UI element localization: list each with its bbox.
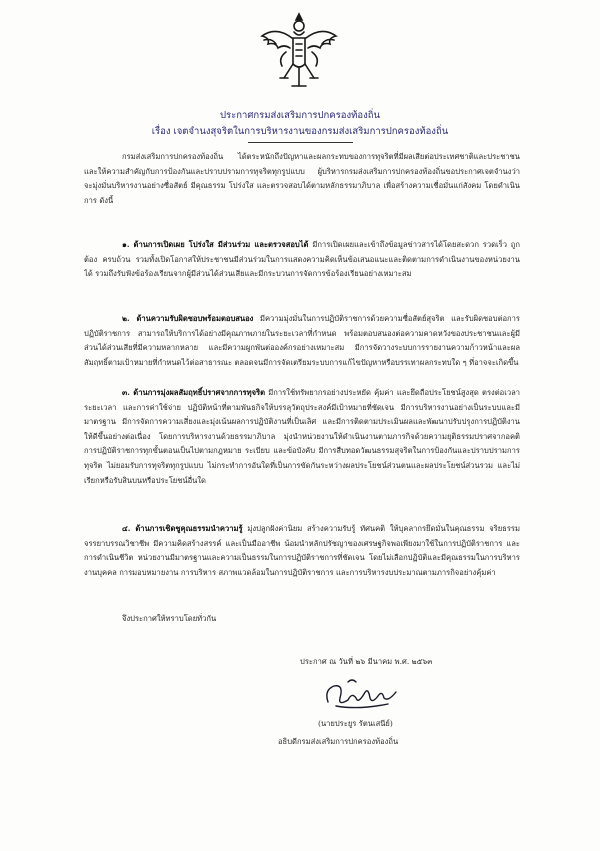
item-heading: ๒. ด้านความรับผิดชอบพร้อมตอบสนอง: [122, 314, 254, 323]
intro-text: กรมส่งเสริมการปกครองท้องถิ่น ได้ตระหนักถึงปัญหาและผลกระทบของการทุจริตที่มีผลเสียต่อประเทศชาติและประชาชน และให้ความสำคัญกับการป้องกันและปราบปรามการทุจริตทุกรูปแบบ ผู้บริหารกรมส่งเสริมการปกครองท้องถิ่นขอประกาศเจตจำนงว่า จะมุ่งมั่นบริหารงานอย่างซื่อสัตย์ มีคุณธรรม โปร่งใส และตรวจสอบได้ตามหลักธรรมาภิบาล เพื่อสร้างความเชื่อมั่นแก่สังคม โดยดำเนินการ ดังนี้: [84, 152, 520, 205]
garuda-emblem-icon: [256, 8, 342, 94]
announcement-date: ประกาศ ณ วันที่ ๒๖ มีนาคม พ.ศ. ๒๕๖๓: [300, 657, 433, 666]
signer-title: อธิบดีกรมส่งเสริมการปกครองท้องถิ่น: [278, 737, 399, 746]
item-heading: ๑. ด้านการเปิดเผย โปร่งใส มีส่วนร่วม และตรวจสอบได้: [122, 240, 309, 249]
item-heading: ๓. ด้านการมุ่งผลสัมฤทธิ์ปราศจากการทุจริต: [122, 388, 266, 397]
organization-title: ประกาศกรมส่งเสริมการปกครองท้องถิ่น: [220, 110, 380, 121]
intro-paragraph: [84, 150, 520, 238]
item-anti-corruption: [84, 386, 520, 520]
item-accountability: [84, 312, 520, 386]
item-morality: [84, 522, 520, 612]
closing-text: จึงประกาศให้ทราบโดยทั่วกัน: [122, 614, 217, 623]
item-text: มีการใช้ทรัพยากรอย่างประหยัด คุ้มค่า และยึดถือประโยชน์สูงสุด ตรงต่อเวลา ระยะเวลา และการค่าใช้จ่าย ปฏิบัติหน้าที่ตามพันธกิจให้บรรลุวัตถุประสงค์มีเป้าหมายที่ชัดเจน มีการบริหารงานอย่างเป็นระบบและมีมาตรฐาน มีการจัดการความเสี่ยงและมุ่งเน้นผลการปฏิบัติงานที่เป็นเลิศ และมีการติดตามประเมินผลและพัฒนาปรับปรุงการปฏิบัติงานให้ดีขึ้นอย่างต่อเนื่อง โดยการบริหารงานด้วยธรรมาภิบาล มุ่งนำหน่วยงานให้ดำเนินงานตามภารกิจด้วยความยุติธรรมปราศจากอคติ การปฏิบัติราชการทุกขั้นตอนเป็นไปตามกฎหมาย ระเบียบ และข้อบังคับ มีการสืบทอดวัฒนธรรมสุจริตในการป้องกันและปราบปรามการทุจริต ไม่ยอมรับการทุจริตทุกรูปแบบ ไม่กระทำการอันใดที่เป็นการขัดกันระหว่างผลประโยชน์ส่วนตนและผลประโยชน์ส่วนรวม และไม่เรียกหรือรับสินบนหรือประโยชน์อื่นใด: [84, 388, 520, 485]
item-openness: [84, 238, 520, 312]
signer-name: (นายประยูร รัตนเสนีย์): [318, 719, 393, 728]
divider: [248, 142, 353, 143]
closing-paragraph: [84, 612, 520, 628]
item-text: มีการเปิดเผยและเข้าถึงข้อมูลข่าวสารได้โดยสะดวก รวดเร็ว ถูกต้อง ครบถ้วน รวมทั้งเปิดโอกาสให้ประชาชนมีส่วนร่วมในการแสดงความคิดเห็นข้อเสนอแนะและติดตามการดำเนินงานของหน่วยงานได้ รวมถึงรับฟังข้อร้องเรียนจากผู้มีส่วนได้ส่วนเสียและมีกระบวนการจัดการข้อร้องเรียนอย่างเหมาะสม: [84, 240, 520, 279]
item-text: มีความมุ่งมั่นในการปฏิบัติราชการด้วยความซื่อสัตย์สุจริต และรับผิดชอบต่อการปฏิบัติราชการ สามารถให้บริการได้อย่างมีคุณภาพภายในระยะเวลาที่กำหนด พร้อมตอบสนองต่อความคาดหวังของประชาชนและผู้มีส่วนได้ส่วนเสียที่มีความหลากหลาย และมีความผูกพันต่อองค์กรอย่างเหมาะสม มีการจัดวางระบบการรายงานความก้าวหน้าและผลสัมฤทธิ์ตามเป้าหมายที่กำหนดไว้ต่อสาธารณะ ตลอดจนมีการจัดเตรียมระบบการแก้ไขปัญหาหรือบรรเทาผลกระทบใด ๆ ที่อาจจะเกิดขึ้น: [84, 314, 520, 367]
announcement-subject: เรื่อง เจตจำนงสุจริตในการบริหารงานของกรมส่งเสริมการปกครองท้องถิ่น: [151, 126, 449, 137]
handwritten-signature: [318, 672, 408, 714]
item-text: มุ่งปลูกฝังค่านิยม สร้างความรับรู้ ทัศนคติ ให้บุคลากรยึดมั่นในคุณธรรม จริยธรรม จรรยาบรรณวิชาชีพ มีความคิดสร้างสรรค์ และเป็นมืออาชีพ น้อมนำหลักปรัชญาของเศรษฐกิจพอเพียงมาใช้ในการปฏิบัติราชการ และการดำเนินชีวิต หน่วยงานมีมาตรฐานและความเป็นธรรมในการปฏิบัติราชการที่ชัดเจน โดยไม่เลือกปฏิบัติและมีคุณธรรมในการบริหารงานบุคคล การมอบหมายงาน การบริหาร สภาพแวดล้อมในการปฏิบัติราชการ และการบริหารงบประมาณตามภารกิจอย่างคุ้มค่า: [84, 524, 520, 577]
item-heading: ๔. ด้านการเชิดชูคุณธรรมนำความรู้: [122, 524, 243, 533]
